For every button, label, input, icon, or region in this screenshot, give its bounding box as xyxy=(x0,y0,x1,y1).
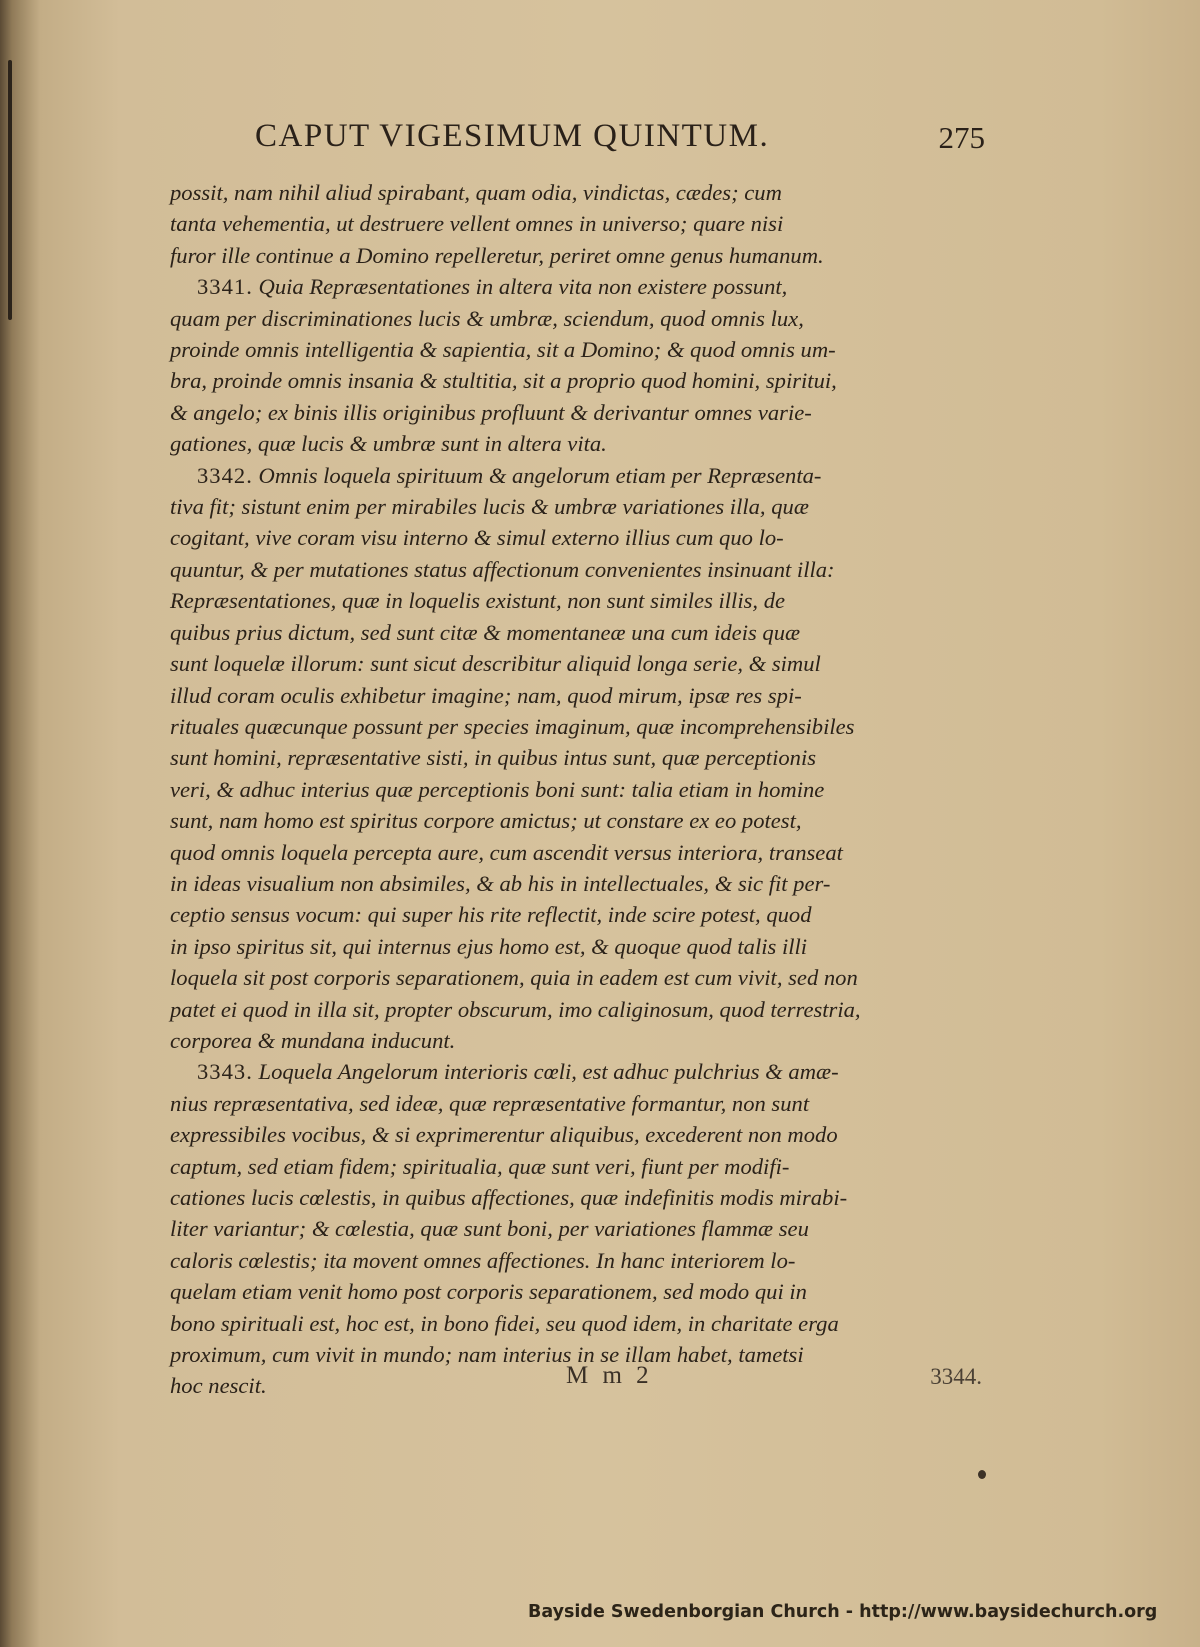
text-line: bono spirituali est, hoc est, in bono fidei, seu quod idem, in charitate erga xyxy=(170,1310,839,1336)
text-line: rituales quæcunque possunt per species imaginum, quæ incomprehensibiles xyxy=(170,713,855,739)
text-line: tanta vehementia, ut destruere vellent omnes in universo; quare nisi xyxy=(170,211,784,237)
text-line: quibus prius dictum, sed sunt citæ & momentaneæ una cum ideis quæ xyxy=(170,619,801,645)
text-line: ceptio sensus vocum: qui super his rite reflectit, inde scire potest, quod xyxy=(170,902,812,928)
text-line: expressibiles vocibus, & si exprimerentur aliquibus, excederent non modo xyxy=(170,1122,838,1148)
text-line: 3341. Quia Repræsentationes in altera vita non existere possunt, xyxy=(197,274,788,300)
page-footer xyxy=(170,1362,982,1398)
text-line: nius repræsentativa, sed ideæ, quæ repræsentative formantur, non sunt xyxy=(170,1090,810,1116)
text-line: quelam etiam venit homo post corporis separationem, sed modo qui in xyxy=(170,1279,807,1305)
paragraph-3341 xyxy=(170,271,982,459)
text-line: Repræsentationes, quæ in loquelis existunt, non sunt similes illis, de xyxy=(170,588,786,614)
text-line: 3342. Omnis loquela spirituum & angelorum etiam per Repræsenta- xyxy=(197,462,822,488)
text-line: liter variantur; & cœlestia, quæ sunt boni, per variationes flammæ seu xyxy=(170,1216,809,1242)
continuation-paragraph xyxy=(170,177,982,271)
text-line: possit, nam nihil aliud spirabant, quam odia, vindictas, cædes; cum xyxy=(170,180,782,205)
paragraph-number: 3342. xyxy=(197,462,253,488)
text-line: illud coram oculis exhibetur imagine; nam, quod mirum, ipsæ res spi- xyxy=(170,682,802,708)
text-line: quod omnis loquela percepta aure, cum ascendit versus interiora, transeat xyxy=(170,839,843,865)
text-line: 3343. Loquela Angelorum interioris cœli, est adhuc pulchrius & amæ- xyxy=(197,1059,839,1085)
watermark-credit: Bayside Swedenborgian Church - http://www.baysidechurch.org xyxy=(528,1602,1158,1622)
binding-shadow xyxy=(8,60,12,320)
text-line: quuntur, & per mutationes status affectionum convenientes insinuant illa: xyxy=(170,556,835,582)
text-line: sunt, nam homo est spiritus corpore amictus; ut constare ex eo potest, xyxy=(170,808,802,834)
text-line: sunt loquelæ illorum: sunt sicut describitur aliquid longa serie, & simul xyxy=(170,651,821,677)
text-line: furor ille continue a Domino repelleretur, periret omne genus humanum. xyxy=(170,242,824,268)
body-text xyxy=(170,177,982,1402)
text-line: patet ei quod in illa sit, propter obscurum, imo caliginosum, quod terrestria, xyxy=(170,996,861,1022)
text-line: in ipso spiritus sit, qui internus ejus homo est, & quoque quod talis illi xyxy=(170,933,808,959)
text-line: & angelo; ex binis illis originibus profluunt & derivantur omnes varie- xyxy=(170,399,812,425)
text-line: proximum, cum vivit in mundo; nam interius in se illam habet, tametsi xyxy=(170,1342,804,1368)
paragraph-number: 3341. xyxy=(197,274,253,300)
paragraph-3343 xyxy=(170,1056,982,1401)
text-line: captum, sed etiam fidem; spiritualia, quæ sunt veri, fiunt per modifi- xyxy=(170,1153,790,1179)
signature-mark: M m 2 xyxy=(566,1362,653,1389)
paragraph-number: 3343. xyxy=(197,1059,253,1085)
text-line: cogitant, vive coram visu interno & simul externo illius cum quo lo- xyxy=(170,525,784,551)
text-line: quam per discriminationes lucis & umbræ, sciendum, quod omnis lux, xyxy=(170,305,804,331)
text-line: sunt homini, repræsentative sisti, in quibus intus sunt, quæ perceptionis xyxy=(170,745,817,771)
text-line: cationes lucis cœlestis, in quibus affectiones, quæ indefinitis modis mirabi- xyxy=(170,1185,848,1210)
page-number: 275 xyxy=(938,120,985,155)
text-line: in ideas visualium non absimiles, & ab his in intellectuales, & sic fit per- xyxy=(170,870,831,896)
text-line: bra, proinde omnis insania & stultitia, sit a proprio quod homini, spiritui, xyxy=(170,368,837,394)
ink-speck xyxy=(978,1470,986,1479)
text-line: loquela sit post corporis separationem, quia in eadem est cum vivit, sed non xyxy=(170,965,858,991)
page-header xyxy=(255,118,985,162)
text-line: corporea & mundana inducunt. xyxy=(170,1027,456,1053)
text-line: tiva fit; sistunt enim per mirabiles lucis & umbræ variationes illa, quæ xyxy=(170,494,809,520)
text-line: veri, & adhuc interius quæ perceptionis boni sunt: talia etiam in homine xyxy=(170,776,825,802)
running-title: CAPUT VIGESIMUM QUINTUM. xyxy=(255,118,770,154)
text-line: caloris cœlestis; ita movent omnes affectiones. In hanc interiorem lo- xyxy=(170,1247,796,1273)
text-line: proinde omnis intelligentia & sapientia, sit a Domino; & quod omnis um- xyxy=(170,337,836,363)
text-line: hoc nescit. xyxy=(170,1373,267,1399)
paragraph-3342 xyxy=(170,460,982,1057)
catchword: 3344. xyxy=(930,1364,982,1389)
text-line: gationes, quæ lucis & umbræ sunt in altera vita. xyxy=(170,431,607,457)
